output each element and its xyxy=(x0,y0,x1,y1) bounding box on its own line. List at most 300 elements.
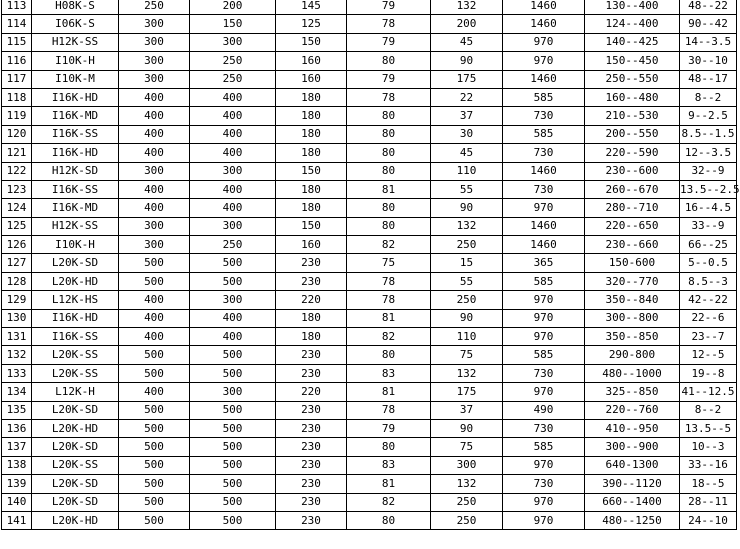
col-d-cell: 80 xyxy=(347,438,431,456)
range-cell: 300--800 xyxy=(585,309,680,327)
col-d-cell: 78 xyxy=(347,15,431,33)
col-a-cell: 500 xyxy=(119,401,190,419)
row-number-cell: 120 xyxy=(2,125,32,143)
row-number-cell: 113 xyxy=(2,0,32,15)
range-cell: 640-1300 xyxy=(585,456,680,474)
col-e-cell: 132 xyxy=(431,0,503,15)
col-f-cell: 585 xyxy=(503,272,585,290)
col-f-cell: 970 xyxy=(503,456,585,474)
model-cell: I16K-HD xyxy=(32,309,119,327)
ratio-cell: 16--4.5 xyxy=(680,199,737,217)
col-e-cell: 55 xyxy=(431,272,503,290)
col-b-cell: 200 xyxy=(190,0,276,15)
col-e-cell: 250 xyxy=(431,236,503,254)
col-d-cell: 80 xyxy=(347,511,431,529)
col-b-cell: 400 xyxy=(190,107,276,125)
table-row xyxy=(2,364,737,382)
model-cell: H12K-SS xyxy=(32,217,119,235)
col-b-cell: 300 xyxy=(190,291,276,309)
col-c-cell: 230 xyxy=(276,364,347,382)
col-b-cell: 500 xyxy=(190,511,276,529)
model-cell: I16K-SS xyxy=(32,180,119,198)
col-d-cell: 82 xyxy=(347,236,431,254)
col-a-cell: 400 xyxy=(119,125,190,143)
range-cell: 124--400 xyxy=(585,15,680,33)
table-row xyxy=(2,217,737,235)
col-d-cell: 82 xyxy=(347,328,431,346)
range-cell: 210--530 xyxy=(585,107,680,125)
model-cell: L20K-SS xyxy=(32,364,119,382)
col-f-cell: 1460 xyxy=(503,162,585,180)
row-number-cell: 136 xyxy=(2,419,32,437)
col-b-cell: 300 xyxy=(190,217,276,235)
col-f-cell: 1460 xyxy=(503,70,585,88)
model-cell: L20K-HD xyxy=(32,272,119,290)
col-a-cell: 400 xyxy=(119,180,190,198)
table-row xyxy=(2,419,737,437)
range-cell: 250--550 xyxy=(585,70,680,88)
model-cell: I10K-H xyxy=(32,52,119,70)
col-d-cell: 79 xyxy=(347,33,431,51)
col-f-cell: 1460 xyxy=(503,217,585,235)
model-cell: I16K-MD xyxy=(32,199,119,217)
row-number-cell: 131 xyxy=(2,328,32,346)
col-e-cell: 30 xyxy=(431,125,503,143)
table-row xyxy=(2,272,737,290)
col-e-cell: 300 xyxy=(431,456,503,474)
row-number-cell: 122 xyxy=(2,162,32,180)
col-c-cell: 230 xyxy=(276,254,347,272)
row-number-cell: 125 xyxy=(2,217,32,235)
col-d-cell: 80 xyxy=(347,52,431,70)
col-e-cell: 250 xyxy=(431,511,503,529)
range-cell: 220--650 xyxy=(585,217,680,235)
range-cell: 390--1120 xyxy=(585,475,680,493)
table-row xyxy=(2,33,737,51)
col-c-cell: 180 xyxy=(276,125,347,143)
row-number-cell: 119 xyxy=(2,107,32,125)
col-d-cell: 81 xyxy=(347,475,431,493)
row-number-cell: 135 xyxy=(2,401,32,419)
model-cell: H08K-S xyxy=(32,0,119,15)
col-b-cell: 400 xyxy=(190,144,276,162)
row-number-cell: 130 xyxy=(2,309,32,327)
col-c-cell: 220 xyxy=(276,383,347,401)
range-cell: 660--1400 xyxy=(585,493,680,511)
range-cell: 230--600 xyxy=(585,162,680,180)
col-f-cell: 730 xyxy=(503,107,585,125)
col-c-cell: 230 xyxy=(276,456,347,474)
range-cell: 230--660 xyxy=(585,236,680,254)
ratio-cell: 90--42 xyxy=(680,15,737,33)
table-body xyxy=(2,0,740,530)
col-c-cell: 125 xyxy=(276,15,347,33)
col-c-cell: 230 xyxy=(276,511,347,529)
row-number-cell: 114 xyxy=(2,15,32,33)
row-number-cell: 134 xyxy=(2,383,32,401)
col-f-cell: 730 xyxy=(503,419,585,437)
ratio-cell: 24--10 xyxy=(680,511,737,529)
ratio-cell: 14--3.5 xyxy=(680,33,737,51)
row-number-cell: 126 xyxy=(2,236,32,254)
col-d-cell: 80 xyxy=(347,144,431,162)
col-d-cell: 81 xyxy=(347,383,431,401)
col-d-cell: 80 xyxy=(347,217,431,235)
range-cell: 280--710 xyxy=(585,199,680,217)
col-e-cell: 90 xyxy=(431,419,503,437)
col-b-cell: 300 xyxy=(190,162,276,180)
col-d-cell: 78 xyxy=(347,401,431,419)
table-row xyxy=(2,254,737,272)
col-a-cell: 500 xyxy=(119,493,190,511)
col-b-cell: 400 xyxy=(190,328,276,346)
col-a-cell: 400 xyxy=(119,328,190,346)
table-row xyxy=(2,125,737,143)
col-a-cell: 300 xyxy=(119,236,190,254)
table-row xyxy=(2,180,737,198)
row-number-cell: 118 xyxy=(2,88,32,106)
col-c-cell: 230 xyxy=(276,419,347,437)
table-row xyxy=(2,475,737,493)
model-cell: L20K-SD xyxy=(32,475,119,493)
col-c-cell: 230 xyxy=(276,272,347,290)
range-cell: 160--480 xyxy=(585,88,680,106)
row-number-cell: 141 xyxy=(2,511,32,529)
col-a-cell: 500 xyxy=(119,254,190,272)
col-d-cell: 80 xyxy=(347,199,431,217)
col-f-cell: 730 xyxy=(503,144,585,162)
col-e-cell: 250 xyxy=(431,291,503,309)
table-row xyxy=(2,0,737,15)
col-c-cell: 180 xyxy=(276,144,347,162)
col-a-cell: 400 xyxy=(119,199,190,217)
col-b-cell: 500 xyxy=(190,254,276,272)
row-number-cell: 123 xyxy=(2,180,32,198)
model-cell: L20K-SS xyxy=(32,456,119,474)
col-f-cell: 1460 xyxy=(503,15,585,33)
ratio-cell: 13.5--5 xyxy=(680,419,737,437)
col-e-cell: 15 xyxy=(431,254,503,272)
col-d-cell: 82 xyxy=(347,493,431,511)
range-cell: 480--1250 xyxy=(585,511,680,529)
range-cell: 350--840 xyxy=(585,291,680,309)
col-d-cell: 80 xyxy=(347,162,431,180)
col-b-cell: 300 xyxy=(190,33,276,51)
col-d-cell: 79 xyxy=(347,70,431,88)
col-c-cell: 180 xyxy=(276,309,347,327)
range-cell: 260--670 xyxy=(585,180,680,198)
col-b-cell: 250 xyxy=(190,70,276,88)
table-row xyxy=(2,52,737,70)
model-cell: L20K-HD xyxy=(32,511,119,529)
col-b-cell: 400 xyxy=(190,309,276,327)
col-f-cell: 730 xyxy=(503,475,585,493)
col-b-cell: 400 xyxy=(190,180,276,198)
col-e-cell: 250 xyxy=(431,493,503,511)
model-spec-table xyxy=(1,0,740,530)
ratio-cell: 66--25 xyxy=(680,236,737,254)
col-e-cell: 90 xyxy=(431,199,503,217)
col-f-cell: 970 xyxy=(503,493,585,511)
col-c-cell: 160 xyxy=(276,236,347,254)
model-cell: I06K-S xyxy=(32,15,119,33)
range-cell: 150-600 xyxy=(585,254,680,272)
table-row xyxy=(2,199,737,217)
col-f-cell: 970 xyxy=(503,52,585,70)
col-f-cell: 970 xyxy=(503,383,585,401)
col-f-cell: 1460 xyxy=(503,236,585,254)
model-cell: L20K-SD xyxy=(32,438,119,456)
col-c-cell: 160 xyxy=(276,70,347,88)
col-c-cell: 150 xyxy=(276,217,347,235)
range-cell: 410--950 xyxy=(585,419,680,437)
table-row xyxy=(2,309,737,327)
col-a-cell: 300 xyxy=(119,162,190,180)
col-a-cell: 500 xyxy=(119,456,190,474)
col-a-cell: 500 xyxy=(119,511,190,529)
col-f-cell: 970 xyxy=(503,33,585,51)
table-row xyxy=(2,438,737,456)
col-b-cell: 500 xyxy=(190,456,276,474)
table-row xyxy=(2,328,737,346)
ratio-cell: 8--2 xyxy=(680,401,737,419)
range-cell: 350--850 xyxy=(585,328,680,346)
range-cell: 220--590 xyxy=(585,144,680,162)
col-d-cell: 79 xyxy=(347,419,431,437)
range-cell: 325--850 xyxy=(585,383,680,401)
table-row xyxy=(2,88,737,106)
model-cell: L20K-SD xyxy=(32,401,119,419)
col-f-cell: 585 xyxy=(503,125,585,143)
row-number-cell: 138 xyxy=(2,456,32,474)
table-row xyxy=(2,456,737,474)
col-a-cell: 300 xyxy=(119,15,190,33)
model-cell: H12K-SS xyxy=(32,33,119,51)
table-row xyxy=(2,401,737,419)
ratio-cell: 22--6 xyxy=(680,309,737,327)
table-row xyxy=(2,144,737,162)
col-c-cell: 230 xyxy=(276,475,347,493)
col-f-cell: 365 xyxy=(503,254,585,272)
col-c-cell: 180 xyxy=(276,328,347,346)
col-a-cell: 500 xyxy=(119,475,190,493)
col-f-cell: 970 xyxy=(503,309,585,327)
col-e-cell: 90 xyxy=(431,309,503,327)
col-a-cell: 400 xyxy=(119,107,190,125)
range-cell: 220--760 xyxy=(585,401,680,419)
model-cell: I16K-HD xyxy=(32,88,119,106)
col-c-cell: 230 xyxy=(276,493,347,511)
col-a-cell: 400 xyxy=(119,383,190,401)
table-row xyxy=(2,70,737,88)
col-f-cell: 970 xyxy=(503,511,585,529)
col-c-cell: 180 xyxy=(276,88,347,106)
col-d-cell: 80 xyxy=(347,107,431,125)
col-e-cell: 75 xyxy=(431,438,503,456)
col-c-cell: 220 xyxy=(276,291,347,309)
range-cell: 290-800 xyxy=(585,346,680,364)
col-c-cell: 230 xyxy=(276,346,347,364)
model-cell: L20K-SS xyxy=(32,346,119,364)
col-f-cell: 585 xyxy=(503,438,585,456)
col-a-cell: 400 xyxy=(119,309,190,327)
range-cell: 300--900 xyxy=(585,438,680,456)
col-d-cell: 83 xyxy=(347,456,431,474)
ratio-cell: 33--16 xyxy=(680,456,737,474)
col-a-cell: 250 xyxy=(119,0,190,15)
col-a-cell: 300 xyxy=(119,52,190,70)
ratio-cell: 19--8 xyxy=(680,364,737,382)
model-cell: H12K-SD xyxy=(32,162,119,180)
ratio-cell: 41--12.5 xyxy=(680,383,737,401)
col-d-cell: 78 xyxy=(347,88,431,106)
col-e-cell: 200 xyxy=(431,15,503,33)
ratio-cell: 9--2.5 xyxy=(680,107,737,125)
col-b-cell: 300 xyxy=(190,383,276,401)
ratio-cell: 13.5--2.5 xyxy=(680,180,737,198)
row-number-cell: 137 xyxy=(2,438,32,456)
range-cell: 140--425 xyxy=(585,33,680,51)
col-b-cell: 500 xyxy=(190,475,276,493)
table-row xyxy=(2,107,737,125)
col-a-cell: 300 xyxy=(119,217,190,235)
col-b-cell: 500 xyxy=(190,364,276,382)
row-number-cell: 128 xyxy=(2,272,32,290)
col-e-cell: 45 xyxy=(431,33,503,51)
col-c-cell: 230 xyxy=(276,438,347,456)
col-f-cell: 1460 xyxy=(503,0,585,15)
col-e-cell: 110 xyxy=(431,162,503,180)
col-a-cell: 500 xyxy=(119,364,190,382)
col-a-cell: 500 xyxy=(119,438,190,456)
col-b-cell: 500 xyxy=(190,438,276,456)
ratio-cell: 32--9 xyxy=(680,162,737,180)
col-d-cell: 81 xyxy=(347,309,431,327)
col-b-cell: 400 xyxy=(190,88,276,106)
col-a-cell: 300 xyxy=(119,70,190,88)
col-d-cell: 81 xyxy=(347,180,431,198)
col-e-cell: 175 xyxy=(431,70,503,88)
col-b-cell: 150 xyxy=(190,15,276,33)
model-cell: L20K-SD xyxy=(32,493,119,511)
table-row xyxy=(2,493,737,511)
col-c-cell: 150 xyxy=(276,162,347,180)
col-d-cell: 79 xyxy=(347,0,431,15)
range-cell: 320--770 xyxy=(585,272,680,290)
col-c-cell: 145 xyxy=(276,0,347,15)
row-number-cell: 121 xyxy=(2,144,32,162)
col-b-cell: 250 xyxy=(190,52,276,70)
range-cell: 480--1000 xyxy=(585,364,680,382)
col-f-cell: 585 xyxy=(503,88,585,106)
col-f-cell: 970 xyxy=(503,328,585,346)
row-number-cell: 139 xyxy=(2,475,32,493)
row-number-cell: 116 xyxy=(2,52,32,70)
col-e-cell: 45 xyxy=(431,144,503,162)
row-number-cell: 132 xyxy=(2,346,32,364)
model-cell: L12K-HS xyxy=(32,291,119,309)
col-c-cell: 230 xyxy=(276,401,347,419)
row-number-cell: 117 xyxy=(2,70,32,88)
col-a-cell: 400 xyxy=(119,291,190,309)
col-a-cell: 500 xyxy=(119,419,190,437)
col-c-cell: 180 xyxy=(276,107,347,125)
ratio-cell: 12--5 xyxy=(680,346,737,364)
ratio-cell: 42--22 xyxy=(680,291,737,309)
range-cell: 200--550 xyxy=(585,125,680,143)
ratio-cell: 48--17 xyxy=(680,70,737,88)
col-e-cell: 75 xyxy=(431,346,503,364)
col-e-cell: 37 xyxy=(431,107,503,125)
row-number-cell: 129 xyxy=(2,291,32,309)
col-c-cell: 180 xyxy=(276,199,347,217)
col-b-cell: 500 xyxy=(190,401,276,419)
col-e-cell: 132 xyxy=(431,364,503,382)
ratio-cell: 23--7 xyxy=(680,328,737,346)
col-d-cell: 78 xyxy=(347,291,431,309)
col-b-cell: 500 xyxy=(190,493,276,511)
row-number-cell: 127 xyxy=(2,254,32,272)
ratio-cell: 10--3 xyxy=(680,438,737,456)
col-f-cell: 730 xyxy=(503,180,585,198)
col-f-cell: 730 xyxy=(503,364,585,382)
col-b-cell: 500 xyxy=(190,272,276,290)
col-c-cell: 160 xyxy=(276,52,347,70)
range-cell: 130--400 xyxy=(585,0,680,15)
ratio-cell: 8.5--1.5 xyxy=(680,125,737,143)
col-e-cell: 175 xyxy=(431,383,503,401)
model-cell: L12K-H xyxy=(32,383,119,401)
table-row xyxy=(2,162,737,180)
col-e-cell: 110 xyxy=(431,328,503,346)
col-d-cell: 80 xyxy=(347,346,431,364)
col-a-cell: 300 xyxy=(119,33,190,51)
col-d-cell: 83 xyxy=(347,364,431,382)
col-e-cell: 90 xyxy=(431,52,503,70)
col-d-cell: 78 xyxy=(347,272,431,290)
ratio-cell: 5--0.5 xyxy=(680,254,737,272)
ratio-cell: 8--2 xyxy=(680,88,737,106)
model-cell: I10K-M xyxy=(32,70,119,88)
ratio-cell: 8.5--3 xyxy=(680,272,737,290)
row-number-cell: 133 xyxy=(2,364,32,382)
col-b-cell: 500 xyxy=(190,346,276,364)
col-b-cell: 250 xyxy=(190,236,276,254)
ratio-cell: 48--22 xyxy=(680,0,737,15)
model-cell: I16K-HD xyxy=(32,144,119,162)
table-row xyxy=(2,383,737,401)
model-cell: L20K-SD xyxy=(32,254,119,272)
col-f-cell: 970 xyxy=(503,199,585,217)
model-cell: I16K-SS xyxy=(32,328,119,346)
col-c-cell: 180 xyxy=(276,180,347,198)
col-d-cell: 80 xyxy=(347,125,431,143)
col-f-cell: 970 xyxy=(503,291,585,309)
table-row xyxy=(2,291,737,309)
col-b-cell: 400 xyxy=(190,125,276,143)
model-cell: I16K-MD xyxy=(32,107,119,125)
ratio-cell: 33--9 xyxy=(680,217,737,235)
col-e-cell: 22 xyxy=(431,88,503,106)
col-a-cell: 400 xyxy=(119,88,190,106)
col-a-cell: 500 xyxy=(119,346,190,364)
model-cell: I10K-H xyxy=(32,236,119,254)
ratio-cell: 12--3.5 xyxy=(680,144,737,162)
col-e-cell: 132 xyxy=(431,475,503,493)
table-row xyxy=(2,236,737,254)
table-row xyxy=(2,511,737,529)
table-row xyxy=(2,346,737,364)
